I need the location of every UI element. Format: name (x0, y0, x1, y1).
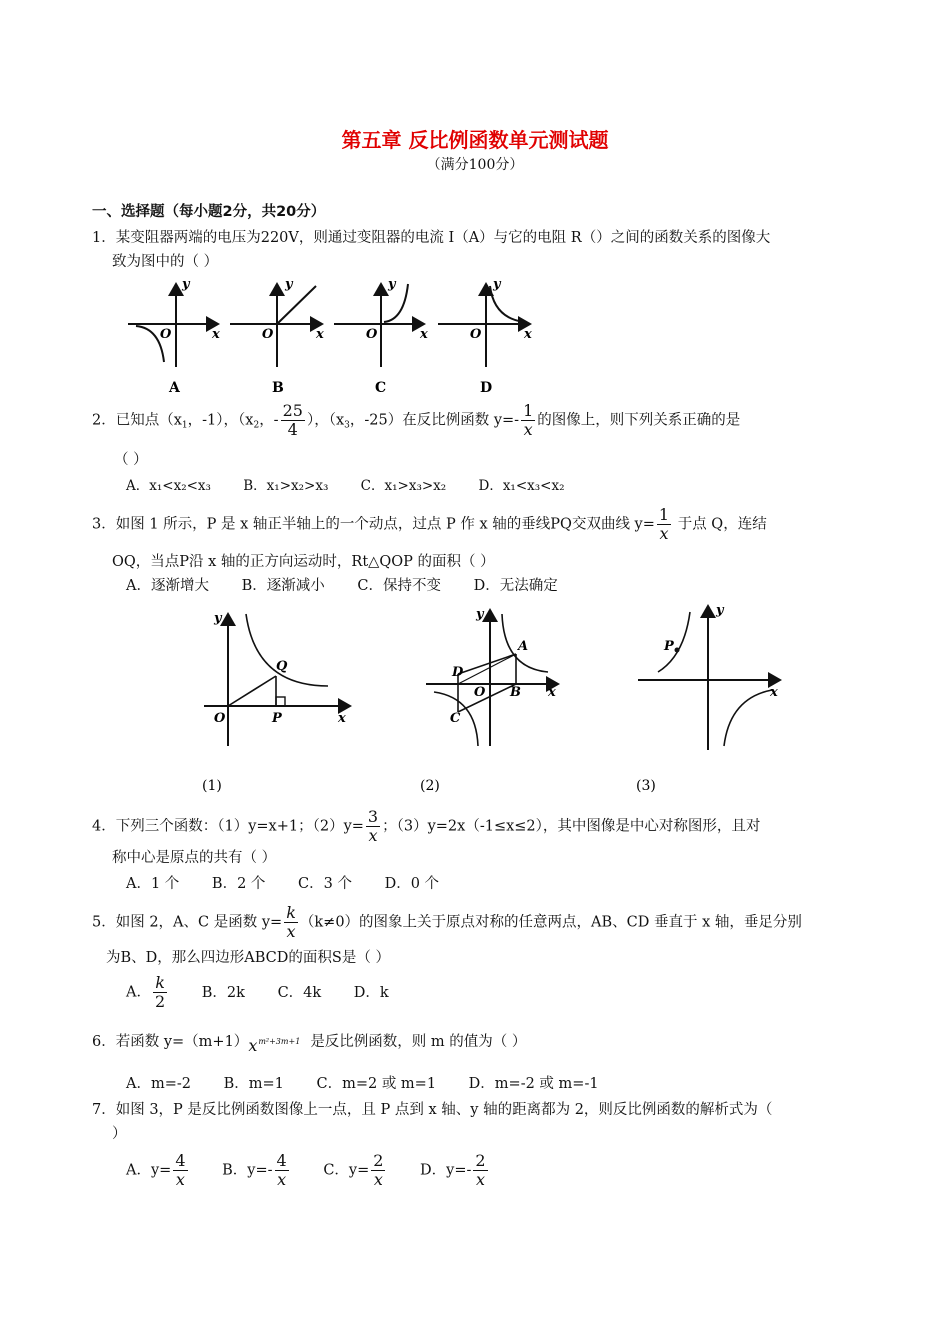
q5-line1: 5．如图 2，A、C 是函数 y= $\frac{k}{x}$ （k≠0）的图象上关于原点对称的任意两点，AB、CD 垂直于 x 轴，垂足分别 (92, 903, 802, 941)
q4-line2: 称中心是原点的共有（ ） (112, 850, 277, 866)
q6-options (126, 1074, 627, 1094)
q6-option-c[interactable]: C．m=2 或 m=1 (316, 1076, 437, 1092)
svg-text:x: x (338, 711, 346, 726)
q3-option-b[interactable]: B．逐渐减小 (241, 578, 325, 594)
q7-option-b[interactable]: B．y=- $\frac{4}{x}$ (222, 1151, 287, 1189)
svg-text:O: O (470, 327, 482, 342)
svg-text:D: D (452, 665, 464, 680)
graph-b (230, 277, 324, 396)
graph-label-b: B (272, 380, 284, 396)
q2-line2: （ ） (114, 452, 148, 468)
q7-line1: 7．如图 3，P 是反比例函数图像上一点，且 P 点到 x 轴、y 轴的距离都为 2，则反比例函数的解析式为（ (92, 1102, 773, 1118)
graph-c (334, 277, 428, 396)
svg-text:P: P (272, 711, 282, 726)
q2-option-b[interactable]: B．x₁>x₂>x₃ (243, 478, 329, 494)
svg-text:O: O (160, 327, 172, 342)
svg-text:Q: Q (276, 659, 288, 674)
q3-option-a[interactable]: A．逐渐增大 (126, 578, 209, 594)
q7-option-a[interactable]: A．y= $\frac{4}{x}$ (126, 1151, 186, 1189)
svg-text:x: x (212, 327, 220, 342)
q5-option-d[interactable]: D．k (353, 984, 389, 1001)
svg-text:x: x (316, 327, 324, 342)
figure-3-caption: (3) (636, 778, 656, 794)
q3-figures (190, 600, 800, 800)
svg-text:C: C (450, 711, 461, 726)
q7-options (126, 1152, 518, 1189)
q5-option-b[interactable]: B．2k (201, 984, 245, 1001)
svg-text:O: O (262, 327, 274, 342)
q1-line1: 1．某变阻器两端的电压为220V，则通过变阻器的电流 I（A）与它的电阻 R（）之间的函数关系的图像大 (92, 230, 771, 246)
svg-text:y: y (182, 277, 190, 292)
q4-options (126, 874, 467, 894)
graph-label-c: C (375, 380, 387, 396)
graph-d (438, 277, 532, 396)
q2-option-c[interactable]: C．x₁>x₃>x₂ (360, 478, 447, 494)
q6-option-a[interactable]: A．m=-2 (126, 1076, 191, 1092)
q1-graphs (120, 272, 540, 397)
q6-option-d[interactable]: D．m=-2 或 m=-1 (468, 1076, 599, 1092)
page-subtitle: （满分100分） (426, 157, 524, 173)
q2-option-d[interactable]: D．x₁<x₃<x₂ (478, 478, 565, 494)
graph-a (128, 277, 220, 396)
graph-label-d: D (480, 380, 493, 396)
q3-option-c[interactable]: C．保持不变 (357, 578, 441, 594)
q2-option-a[interactable]: A．x₁<x₂<x₃ (126, 478, 211, 494)
q4-option-a[interactable]: A．1 个 (126, 876, 180, 892)
svg-text:x: x (420, 327, 428, 342)
q5-option-a[interactable]: A． $\frac{k}{2}$ (126, 973, 166, 1011)
q5-option-c[interactable]: C．4k (277, 984, 322, 1001)
q7-option-c[interactable]: C．y= $\frac{2}{x}$ (323, 1151, 384, 1189)
svg-text:x: x (770, 685, 778, 700)
q3-line2: OQ，当点P沿 x 轴的正方向运动时，Rt△QOP 的面积（ ） (112, 554, 495, 570)
svg-text:P: P (664, 639, 674, 654)
section-heading: 一、选择题（每小题2分，共20分） (92, 204, 326, 220)
q3-options (126, 576, 586, 596)
q6-line1: 6．若函数 y=（m+1） x m²+3m+1 是反比例函数，则 m 的值为（ ） (92, 1034, 527, 1055)
q2-line1: 2．已知点（$x_1$，-1），（$x_2$，- $\frac{25}{4}$ ），（$x_3$，-25）在反比例函数 y=- $\frac{1}{x}$ 的图像上，则下列关系正确的是 (92, 401, 741, 439)
q7-line2: ） (112, 1126, 127, 1142)
q3-line1: 3．如图 1 所示，P 是 x 轴正半轴上的一个动点，过点 P 作 x 轴的垂线PQ交双曲线 y= $\frac{1}{x}$ 于点 Q，连结 (92, 505, 767, 543)
page-title: 第五章 反比例函数单元测试题 (341, 128, 609, 152)
svg-text:O: O (474, 685, 486, 700)
q5-line2: 为B、D，那么四边形ABCD的面积S是（ ） (106, 950, 390, 966)
figure-3 (636, 603, 780, 794)
q4-option-d[interactable]: D．0 个 (384, 876, 440, 892)
svg-text:O: O (366, 327, 378, 342)
svg-text:y: y (493, 277, 501, 292)
svg-text:y: y (214, 611, 222, 626)
graph-label-a: A (169, 380, 180, 396)
svg-text:A: A (518, 639, 529, 654)
svg-text:O: O (214, 711, 226, 726)
q4-option-b[interactable]: B．2 个 (211, 876, 266, 892)
figure-1 (202, 611, 350, 794)
svg-text:y: y (476, 607, 484, 622)
svg-text:x: x (524, 327, 532, 342)
q3-option-d[interactable]: D．无法确定 (473, 578, 558, 594)
q1-line2: 致为图中的（ ） (112, 254, 219, 270)
svg-text:B: B (510, 685, 521, 700)
q5-options (126, 974, 417, 1011)
svg-text:y: y (388, 277, 396, 292)
figure-2 (420, 607, 558, 794)
figure-1-caption: (1) (202, 778, 222, 794)
q4-line1: 4．下列三个函数：（1）y=x+1；（2）y= $\frac{3}{x}$ ；（3）y=2x（-1≤x≤2），其中图像是中心对称图形，且对 (92, 807, 761, 845)
q6-option-b[interactable]: B．m=1 (223, 1076, 284, 1092)
q7-option-d[interactable]: D．y=- $\frac{2}{x}$ (420, 1151, 486, 1189)
svg-text:y: y (285, 277, 293, 292)
svg-text:y: y (716, 603, 724, 618)
q4-option-c[interactable]: C．3 个 (298, 876, 352, 892)
q2-options (126, 476, 593, 496)
figure-2-caption: (2) (420, 778, 440, 794)
svg-text:x: x (548, 685, 556, 700)
